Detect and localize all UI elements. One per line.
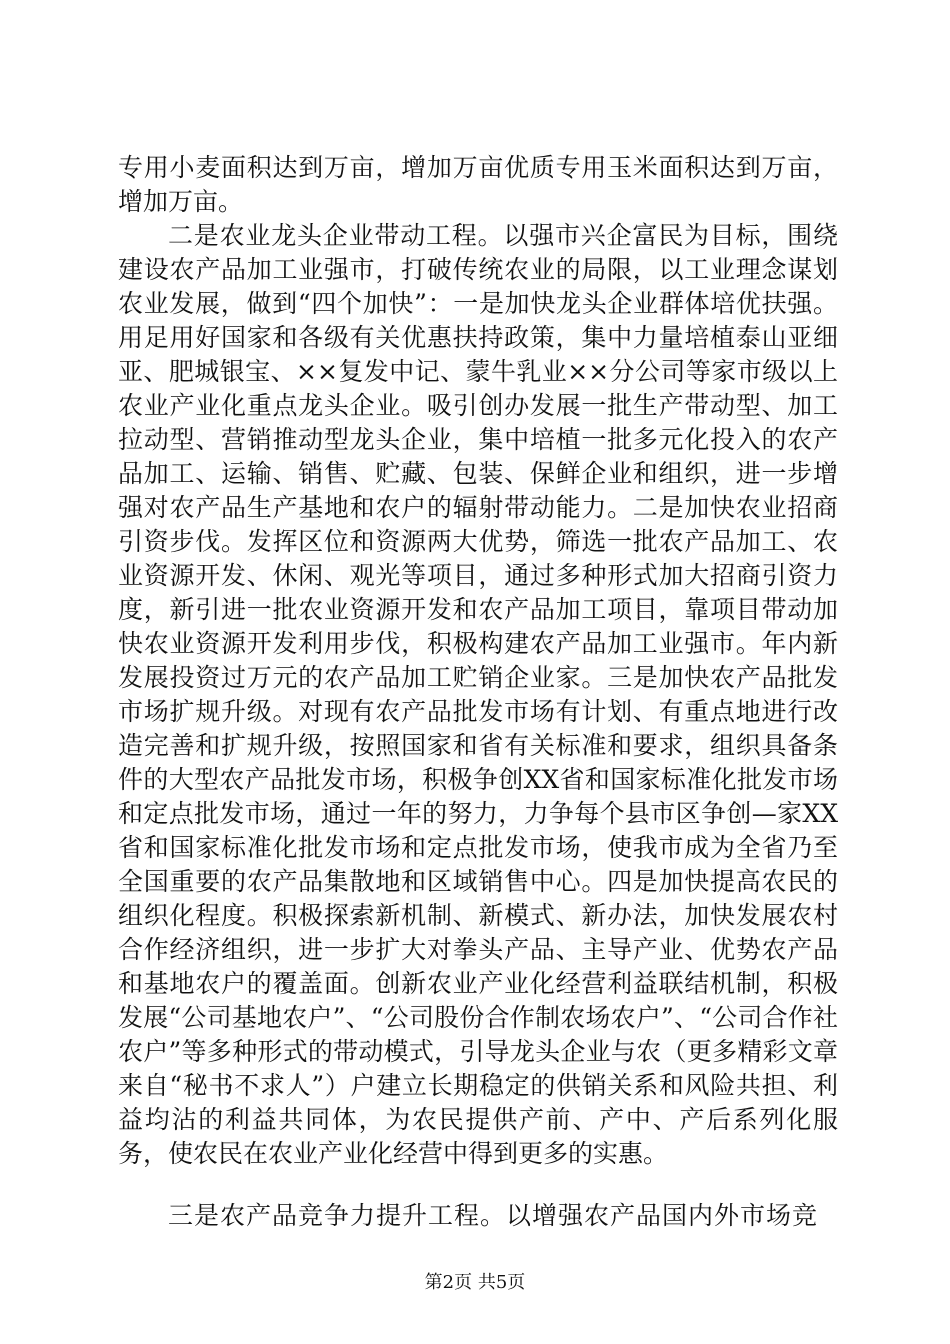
paragraph-competitiveness: 三是农产品竞争力提升工程。以增强农产品国内外市场竞: [168, 1201, 819, 1230]
page-number-footer: 第2页 共5页: [424, 1272, 526, 1293]
paragraph-dragon-head-enterprise: 二是农业龙头企业带动工程。以强市兴企富民为目标，围绕建设农产品加工业强市，打破传统农业的局限，以工业理念谋划农业发展，做到“四个加快”：一是加快龙头企业群体培优扶强。用足用好国家和各级有关优惠扶持政策，集中力量培植泰山亚细亚、肥城银宝、××复发中记、蒙牛乳业××分公司等家市级以上农业产业化重点龙头企业。吸引创办发展一批生产带动型、加工拉动型、营销推动型龙头企业，集中培植一批多元化投入的农产品加工、运输、销售、贮藏、包装、保鲜企业和组织，进一步增强对农产品生产基地和农户的辐射带动能力。二是加快农业招商引资步伐。发挥区位和资源两大优势，筛选一批农产品加工、农业资源开发、休闲、观光等项目，通过多种形式加大招商引资力度，新引进一批农业资源开发和农产品加工项目，靠项目带动加快农业资源开发利用步伐，积极构建农产品加工业强市。年内新发展投资过万元的农产品加工贮销企业家。三是加快农产品批发市场扩规升级。对现有农产品批发市场有计划、有重点地进行改造完善和扩规升级，按照国家和省有关标准和要求，组织具备条件的大型农产品批发市场，积极争创XX省和国家标准化批发市场和定点批发市场，通过一年的努力，力争每个县市区争创—家XX省和国家标准化批发市场和定点批发市场，使我市成为全省乃至全国重要的农产品集散地和区域销售中心。四是加快提高农民的组织化程度。积极探索新机制、新模式、新办法，加快发展农村合作经济组织，进一步扩大对拳头产品、主导产业、优势农产品和基地农户的覆盖面。创新农业产业化经营利益联结机制，积极发展“公司基地农户”、“公司股份合作制农场农户”、“公司合作社农户”等多种形式的带动模式，引导龙头企业与农（更多精彩文章来自“秘书不求人”）户建立长期稳定的供销关系和风险共担、利益均沾的利益共同体，为农民提供产前、产中、产后系列化服务，使农民在农业产业化经营中得到更多的实惠。: [118, 221, 838, 1168]
document-body: [118, 151, 838, 1233]
paragraph-continuation: 专用小麦面积达到万亩，增加万亩优质专用玉米面积达到万亩，增加万亩。: [118, 153, 838, 216]
